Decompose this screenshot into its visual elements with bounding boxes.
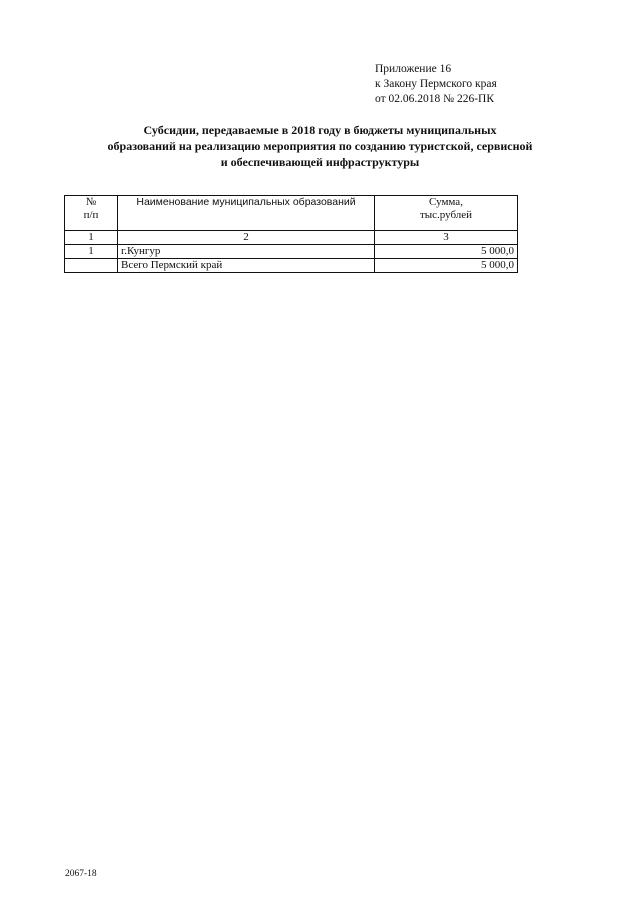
- appendix-line-2: к Закону Пермского края: [375, 78, 497, 90]
- title-line-3: и обеспечивающей инфраструктуры: [220, 155, 420, 169]
- header-sum: [375, 196, 518, 231]
- appendix-reference: [375, 62, 497, 107]
- table-header-row: [65, 196, 518, 231]
- total-number: [65, 259, 118, 273]
- document-code: 2067-18: [65, 869, 97, 879]
- row-number: 1: [65, 245, 118, 259]
- title-line-1: Субсидии, передаваемые в 2018 году в бюджеты муниципальных: [143, 123, 497, 137]
- header-number-line-2: п/п: [83, 209, 99, 221]
- row-municipality: г.Кунгур: [118, 245, 375, 259]
- column-number-row: [65, 231, 518, 245]
- header-name: Наименование муниципальных образований: [118, 196, 375, 231]
- header-sum-line-1: Сумма,: [429, 196, 463, 208]
- subsidy-table: [64, 195, 518, 273]
- table-total-row: [65, 259, 518, 273]
- header-sum-line-2: тыс.рублей: [419, 209, 473, 221]
- column-number-3: 3: [375, 231, 518, 245]
- title-line-2: образований на реализацию мероприятия по созданию туристской, сервисной: [107, 139, 533, 153]
- total-sum: 5 000,0: [375, 259, 518, 273]
- header-number-line-1: №: [85, 196, 97, 208]
- table-row: [65, 245, 518, 259]
- header-number: [65, 196, 118, 231]
- column-number-2: 2: [118, 231, 375, 245]
- row-sum: 5 000,0: [375, 245, 518, 259]
- document-title: [40, 122, 600, 170]
- appendix-line-1: Приложение 16: [375, 63, 452, 75]
- appendix-line-3: от 02.06.2018 № 226-ПК: [375, 93, 495, 105]
- column-number-1: 1: [65, 231, 118, 245]
- total-label: Всего Пермский край: [118, 259, 375, 273]
